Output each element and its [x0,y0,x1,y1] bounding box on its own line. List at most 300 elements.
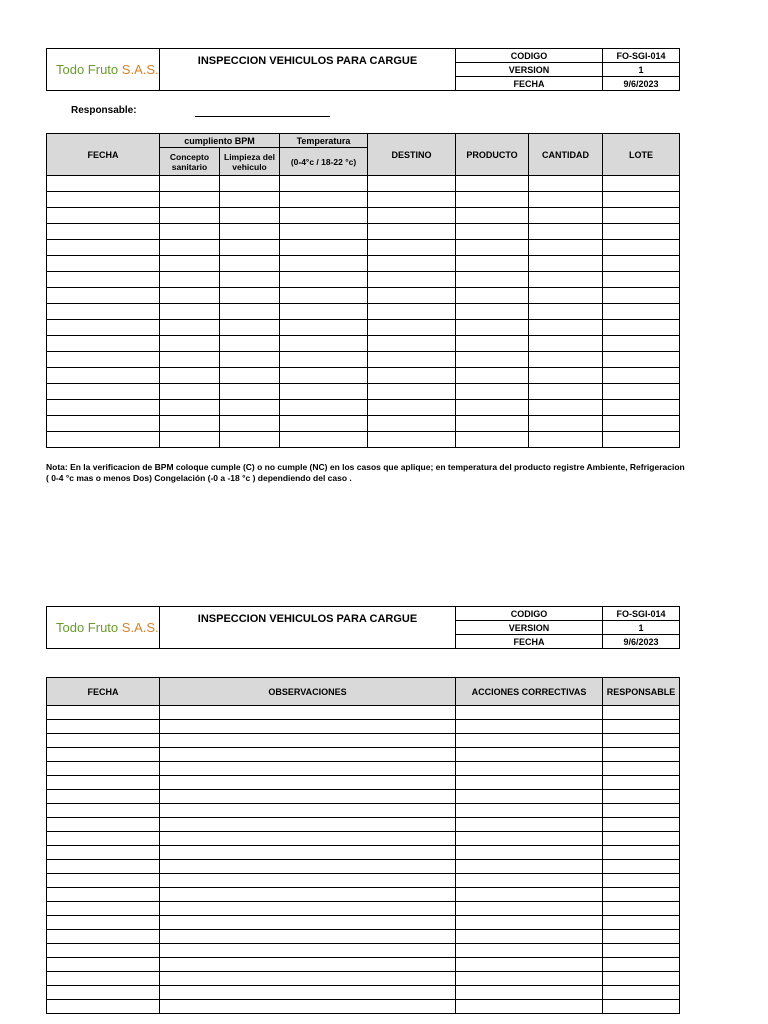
table-cell[interactable] [368,400,456,416]
table-cell[interactable] [603,902,680,916]
table-cell[interactable] [47,304,160,320]
table-cell[interactable] [603,832,680,846]
table-cell[interactable] [47,930,160,944]
table-cell[interactable] [160,272,220,288]
table-cell[interactable] [603,304,680,320]
table-cell[interactable] [160,916,456,930]
table-cell[interactable] [220,336,280,352]
table-cell[interactable] [603,818,680,832]
table-cell[interactable] [456,958,603,972]
table-cell[interactable] [47,916,160,930]
table-row [47,930,680,944]
document-header-1 [46,48,680,91]
table-cell[interactable] [603,400,680,416]
col-temp-group: Temperatura [280,134,368,148]
table-cell[interactable] [280,192,368,208]
version-value: 1 [603,621,680,635]
table-row [47,336,680,352]
table-cell[interactable] [603,384,680,400]
table-cell[interactable] [160,240,220,256]
table-cell[interactable] [456,804,603,818]
table-cell[interactable] [368,192,456,208]
col-limpieza-vehiculo: Limpieza del vehiculo [220,148,280,176]
fecha-label: FECHA [456,635,603,649]
table-cell[interactable] [603,888,680,902]
table-row [47,1000,680,1014]
form-title: INSPECCION VEHICULOS PARA CARGUE [160,607,456,649]
table-cell[interactable] [529,304,603,320]
table-cell[interactable] [160,846,456,860]
table-cell[interactable] [368,240,456,256]
col-acciones-correctivas: ACCIONES CORRECTIVAS [456,678,603,706]
table-cell[interactable] [280,272,368,288]
table-cell[interactable] [456,860,603,874]
table-cell[interactable] [280,176,368,192]
codigo-value: FO-SGI-014 [603,607,680,621]
table-cell[interactable] [220,368,280,384]
table-row [47,706,680,720]
table-cell[interactable] [160,1000,456,1014]
table-cell[interactable] [160,790,456,804]
table-row [47,874,680,888]
table-cell[interactable] [529,432,603,448]
table-cell[interactable] [456,288,529,304]
table-cell[interactable] [280,256,368,272]
table-cell[interactable] [529,224,603,240]
table-cell[interactable] [529,368,603,384]
table-cell[interactable] [47,352,160,368]
table-cell[interactable] [280,224,368,240]
table-row [47,902,680,916]
version-label: VERSION [456,63,603,77]
table-cell[interactable] [456,986,603,1000]
table-cell[interactable] [160,400,220,416]
table-cell[interactable] [160,762,456,776]
table-cell[interactable] [220,320,280,336]
table-row [47,776,680,790]
table-cell[interactable] [456,208,529,224]
table-row [47,888,680,902]
table-cell[interactable] [603,1000,680,1014]
table-row [47,272,680,288]
table-cell[interactable] [603,432,680,448]
table-cell[interactable] [160,902,456,916]
table-cell[interactable] [529,240,603,256]
table-cell[interactable] [456,748,603,762]
table-cell[interactable] [603,176,680,192]
version-value: 1 [603,63,680,77]
table-cell[interactable] [47,706,160,720]
table-row [47,256,680,272]
table-cell[interactable] [220,272,280,288]
table-cell[interactable] [456,874,603,888]
table-row [47,384,680,400]
table-cell[interactable] [160,416,220,432]
table-cell[interactable] [160,336,220,352]
inspection-table [46,133,680,448]
table-cell[interactable] [603,208,680,224]
table-row [47,944,680,958]
table-cell[interactable] [47,972,160,986]
fecha-value: 9/6/2023 [603,77,680,91]
version-label: VERSION [456,621,603,635]
table-cell[interactable] [456,818,603,832]
table-cell[interactable] [160,288,220,304]
table-cell[interactable] [456,972,603,986]
table-cell[interactable] [603,804,680,818]
table-cell[interactable] [368,256,456,272]
table-cell[interactable] [47,320,160,336]
table-cell[interactable] [368,416,456,432]
table-cell[interactable] [47,804,160,818]
table-cell[interactable] [47,958,160,972]
table-row [47,320,680,336]
col-cantidad: CANTIDAD [529,134,603,176]
table-cell[interactable] [603,720,680,734]
table-cell[interactable] [160,720,456,734]
table-cell[interactable] [456,706,603,720]
table-cell[interactable] [160,432,220,448]
table-cell[interactable] [456,790,603,804]
table-cell[interactable] [280,208,368,224]
table-row [47,832,680,846]
table-cell[interactable] [603,352,680,368]
table-cell[interactable] [47,288,160,304]
table-row [47,860,680,874]
table-cell[interactable] [160,352,220,368]
table-cell[interactable] [603,256,680,272]
table-cell[interactable] [456,256,529,272]
table-cell[interactable] [280,304,368,320]
table-cell[interactable] [47,818,160,832]
table-cell[interactable] [456,320,529,336]
table-cell[interactable] [47,208,160,224]
table-cell[interactable] [47,874,160,888]
table-cell[interactable] [160,256,220,272]
table-cell[interactable] [456,352,529,368]
table-cell[interactable] [603,944,680,958]
table-cell[interactable] [603,972,680,986]
table-cell[interactable] [368,208,456,224]
table-cell[interactable] [529,384,603,400]
table-cell[interactable] [47,734,160,748]
table-cell[interactable] [368,432,456,448]
table-cell[interactable] [603,860,680,874]
table-cell[interactable] [603,288,680,304]
table-cell[interactable] [456,762,603,776]
table-row [47,804,680,818]
table-cell[interactable] [456,776,603,790]
table-row [47,208,680,224]
table-cell[interactable] [603,748,680,762]
table-row [47,734,680,748]
company-logo: Todo Fruto S.A.S. [47,607,160,649]
table-cell[interactable] [368,176,456,192]
responsable-label: Responsable: [71,105,137,116]
table-cell[interactable] [47,790,160,804]
table-row [47,400,680,416]
table-cell[interactable] [280,368,368,384]
table-cell[interactable] [456,832,603,846]
table-row [47,916,680,930]
table-cell[interactable] [47,986,160,1000]
fecha-label: FECHA [456,77,603,91]
table-cell[interactable] [220,240,280,256]
table-cell[interactable] [280,352,368,368]
table-cell[interactable] [368,304,456,320]
table-row [47,288,680,304]
table-cell[interactable] [603,224,680,240]
table-cell[interactable] [160,384,220,400]
table-cell[interactable] [160,958,456,972]
table-row [47,762,680,776]
table-cell[interactable] [280,400,368,416]
col-producto: PRODUCTO [456,134,529,176]
table-cell[interactable] [160,368,220,384]
table-cell[interactable] [456,176,529,192]
table-cell[interactable] [529,320,603,336]
table-cell[interactable] [220,400,280,416]
table-cell[interactable] [456,720,603,734]
table-cell[interactable] [220,384,280,400]
table-cell[interactable] [160,706,456,720]
table-cell[interactable] [160,832,456,846]
table-cell[interactable] [368,384,456,400]
table-row [47,240,680,256]
table-cell[interactable] [160,860,456,874]
col-concepto-sanitario: Concepto sanitario [160,148,220,176]
table-cell[interactable] [160,776,456,790]
table-row [47,958,680,972]
table-cell[interactable] [456,240,529,256]
col-temp-range: (0-4°c / 18-22 °c) [280,148,368,176]
table-cell[interactable] [603,916,680,930]
table-cell[interactable] [220,224,280,240]
table-cell[interactable] [160,930,456,944]
table-cell[interactable] [456,400,529,416]
col-fecha: FECHA [47,134,160,176]
table-cell[interactable] [529,256,603,272]
table-cell[interactable] [456,384,529,400]
table-cell[interactable] [603,874,680,888]
table-cell[interactable] [456,368,529,384]
table-cell[interactable] [47,776,160,790]
table-cell[interactable] [456,272,529,288]
table-cell[interactable] [47,860,160,874]
table-cell[interactable] [529,416,603,432]
codigo-value: FO-SGI-014 [603,49,680,63]
table-cell[interactable] [47,748,160,762]
table-cell[interactable] [220,432,280,448]
table-cell[interactable] [368,336,456,352]
table-cell[interactable] [456,224,529,240]
table-row [47,416,680,432]
table-cell[interactable] [220,416,280,432]
table-cell[interactable] [368,224,456,240]
table-cell[interactable] [456,916,603,930]
table-cell[interactable] [160,208,220,224]
table-cell[interactable] [456,192,529,208]
table-cell[interactable] [456,304,529,320]
table-cell[interactable] [47,832,160,846]
table-cell[interactable] [280,416,368,432]
form-title: INSPECCION VEHICULOS PARA CARGUE [160,49,456,91]
table-cell[interactable] [456,944,603,958]
table-cell[interactable] [220,304,280,320]
table-cell[interactable] [220,288,280,304]
table-cell[interactable] [160,192,220,208]
table-cell[interactable] [529,208,603,224]
table-row [47,352,680,368]
table-cell[interactable] [368,288,456,304]
table-cell[interactable] [160,972,456,986]
table-cell[interactable] [529,288,603,304]
table-cell[interactable] [280,336,368,352]
table-cell[interactable] [456,1000,603,1014]
table-cell[interactable] [47,416,160,432]
table-row [47,432,680,448]
table-row [47,972,680,986]
table-cell[interactable] [280,240,368,256]
table-cell[interactable] [529,336,603,352]
table-cell[interactable] [160,320,220,336]
table-row [47,846,680,860]
table-cell[interactable] [160,986,456,1000]
table-cell[interactable] [220,192,280,208]
fecha-value: 9/6/2023 [603,635,680,649]
table-cell[interactable] [529,176,603,192]
table-cell[interactable] [47,192,160,208]
col-destino: DESTINO [368,134,456,176]
table-cell[interactable] [456,336,529,352]
col-fecha: FECHA [47,678,160,706]
table-cell[interactable] [160,804,456,818]
table-cell[interactable] [160,734,456,748]
table-row [47,818,680,832]
table-cell[interactable] [456,930,603,944]
table-cell[interactable] [603,416,680,432]
table-cell[interactable] [160,818,456,832]
table-cell[interactable] [603,240,680,256]
table-cell[interactable] [47,720,160,734]
table-cell[interactable] [160,874,456,888]
table-cell[interactable] [47,224,160,240]
table-cell[interactable] [280,384,368,400]
table-cell[interactable] [47,336,160,352]
table-cell[interactable] [368,320,456,336]
table-cell[interactable] [220,176,280,192]
table-cell[interactable] [47,1000,160,1014]
table-cell[interactable] [220,256,280,272]
codigo-label: CODIGO [456,607,603,621]
table-cell[interactable] [603,958,680,972]
table-cell[interactable] [280,288,368,304]
table-cell[interactable] [603,336,680,352]
table-cell[interactable] [368,352,456,368]
table-row [47,720,680,734]
table-row [47,368,680,384]
table-cell[interactable] [160,888,456,902]
table-cell[interactable] [47,176,160,192]
table-cell[interactable] [47,888,160,902]
table-cell[interactable] [220,208,280,224]
table-cell[interactable] [603,930,680,944]
table-cell[interactable] [456,846,603,860]
table-cell[interactable] [368,368,456,384]
table-cell[interactable] [47,272,160,288]
table-row [47,790,680,804]
table-cell[interactable] [603,790,680,804]
table-cell[interactable] [220,352,280,368]
table-cell[interactable] [368,272,456,288]
table-cell[interactable] [160,944,456,958]
table-cell[interactable] [456,888,603,902]
table-cell[interactable] [47,902,160,916]
table-cell[interactable] [603,706,680,720]
company-logo: Todo Fruto S.A.S. [47,49,160,91]
table-cell[interactable] [47,368,160,384]
table-cell[interactable] [456,734,603,748]
table-cell[interactable] [47,256,160,272]
codigo-label: CODIGO [456,49,603,63]
table-cell[interactable] [603,320,680,336]
observations-table [46,677,680,1014]
table-cell[interactable] [603,986,680,1000]
col-observaciones: OBSERVACIONES [160,678,456,706]
col-bpm-group: cumpliento BPM [160,134,280,148]
table-cell[interactable] [529,272,603,288]
responsable-input-line[interactable] [195,116,330,117]
table-row [47,986,680,1000]
table-cell[interactable] [603,368,680,384]
table-cell[interactable] [280,432,368,448]
table-cell[interactable] [160,224,220,240]
table-cell[interactable] [47,762,160,776]
table-cell[interactable] [603,734,680,748]
table-row [47,176,680,192]
table-cell[interactable] [529,192,603,208]
note-text: Nota: En la verificacion de BPM coloque cumple (C) o no cumple (NC) en los casos que aplique; en temperatura del producto registre Ambiente, Refrigeracion ( 0-4 °c mas o menos Dos) Congelación (-0 a -18 °c ) dependiendo del caso . [46,462,685,483]
table-cell[interactable] [603,846,680,860]
table-row [47,192,680,208]
table-cell[interactable] [160,176,220,192]
document-header-2 [46,606,680,649]
table-cell[interactable] [160,748,456,762]
table-cell[interactable] [456,432,529,448]
table-cell[interactable] [603,762,680,776]
table-cell[interactable] [456,902,603,916]
table-cell[interactable] [47,400,160,416]
table-cell[interactable] [280,320,368,336]
table-cell[interactable] [529,400,603,416]
table-cell[interactable] [603,272,680,288]
table-row [47,304,680,320]
table-cell[interactable] [47,240,160,256]
col-lote: LOTE [603,134,680,176]
col-responsable: RESPONSABLE [603,678,680,706]
table-cell[interactable] [47,846,160,860]
table-cell[interactable] [529,352,603,368]
table-cell[interactable] [47,432,160,448]
table-cell[interactable] [47,944,160,958]
table-row [47,748,680,762]
table-row [47,224,680,240]
table-cell[interactable] [456,416,529,432]
table-cell[interactable] [603,776,680,790]
table-cell[interactable] [160,304,220,320]
table-cell[interactable] [47,384,160,400]
table-cell[interactable] [603,192,680,208]
